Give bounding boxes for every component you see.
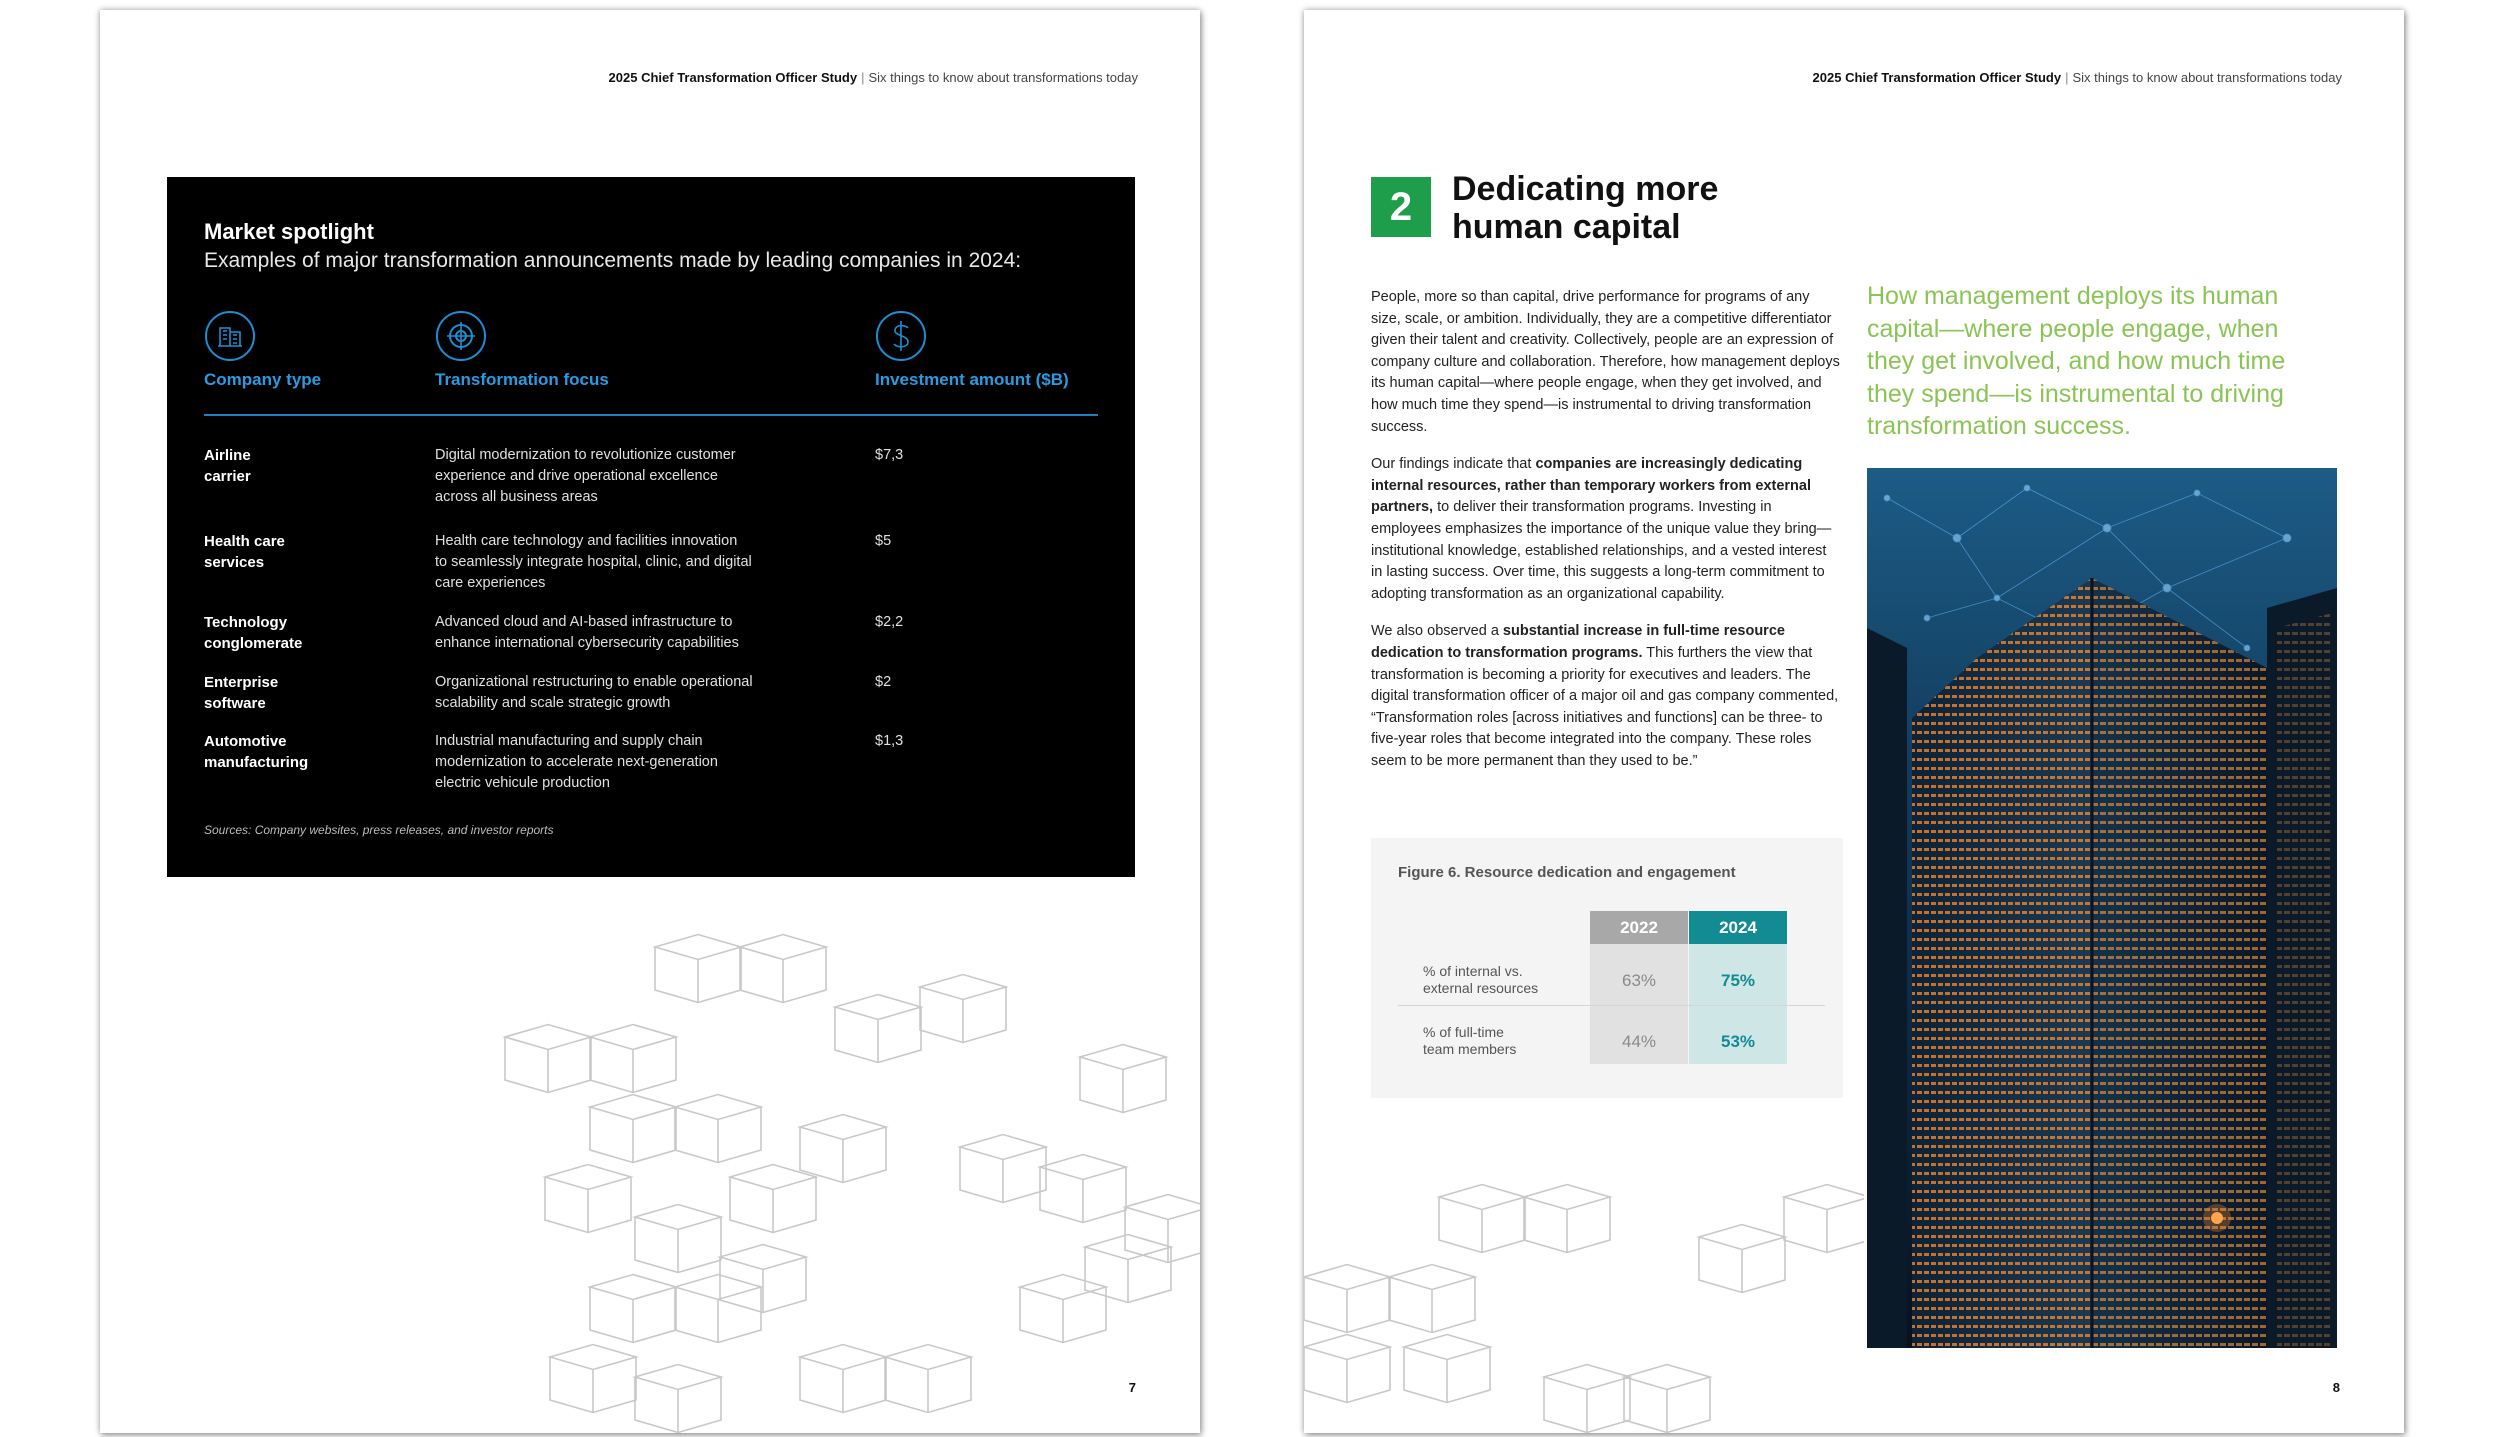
cube-outline [1439,1185,1525,1253]
investment-amount: $5 [875,533,892,549]
figure-6 [1371,838,1843,1098]
row-divider [1398,1005,1825,1006]
cube-outline [720,1245,806,1313]
building-icon [204,310,256,362]
cube-outline [1040,1155,1126,1223]
cube-outline [1304,1265,1390,1333]
decorative-cube-pattern [1304,1140,1864,1433]
company-type: Technology conglomerate [204,614,303,652]
column-header-investment-amount: Investment amount ($B) [875,370,1069,389]
cube-outline [800,1115,886,1183]
company-type: Enterprise software [204,674,279,712]
cube-outline [1304,1335,1390,1403]
pull-quote: How management deploys its human capital—where people engage, when they get involved, and how much time they spend—is instrumental to driving transformation success. [1867,282,2286,440]
cube-outline [885,1345,971,1413]
column-header-company-type: Company type [204,370,322,389]
column-header-2024: 2024 [1689,911,1787,944]
page-number: 7 [1128,1380,1136,1395]
page-number: 8 [2332,1380,2340,1395]
column-header-2022: 2022 [1590,911,1688,944]
investment-amount: $2 [875,674,892,690]
transformation-focus: Advanced cloud and AI-based infrastructure to enhance international cybersecurity capabilities [435,614,739,651]
transformation-focus: Health care technology and facilities innovation to seamlessly integrate hospital, clinic, and digital care experiences [435,533,752,591]
page-7 [100,10,1200,1433]
figure-title: Figure 6. Resource dedication and engagement [1398,864,1736,881]
running-head-separator: | [861,70,865,85]
cube-outline [635,1365,721,1433]
study-title: 2025 Chief Transformation Officer Study [1812,70,2062,85]
investment-amount: $2,2 [875,614,904,630]
investment-amount: $1,3 [875,733,904,749]
value-2024: 53% [1720,1032,1756,1051]
paragraph: People, more so than capital, drive performance for programs of any size, scale, or ambition. Individually, they are a competitive differentiator given their talent and creativity. Collectively, people are an expression of company culture and collaboration. Therefore, how management deploys its human capital—where people engage, when they get involved, and how much time they spend—is instrumental to driving transformation success. [1371,289,1840,435]
spotlight-subtitle: Examples of major transformation announcements made by leading companies in 2024: [204,249,1022,272]
cube-outline [740,935,826,1003]
cube-outline [1699,1225,1785,1293]
value-2022: 63% [1621,971,1657,990]
paragraph: We also observed a substantial increase in full-time resource dedication to transformation programs. This furthers the view that transformation is becoming a priority for executives and leaders. The digital transformation officer of a major oil and gas company commented, “Transformation roles [across initiatives and functions] can be three- to five-year roles that become integrated into the company. These roles seem to be more permanent than they used to be.” [1371,623,1839,769]
dollar-icon [875,310,927,362]
transformation-focus: Industrial manufacturing and supply chain modernization to accelerate next-generation electric vehicule production [435,733,718,791]
cube-outline [960,1135,1046,1203]
cube-outline [835,995,921,1063]
cube-outline [1080,1045,1166,1113]
header-divider [204,414,1098,416]
spotlight-title: Market spotlight [204,219,374,244]
row-label: % of internal vs. external resources [1423,963,1539,996]
cube-outline [1784,1185,1864,1253]
company-type: Automotive manufacturing [204,733,309,771]
cube-outline [1125,1195,1200,1263]
section-number-badge: 2 [1371,177,1431,237]
paragraph: Our findings indicate that companies are increasingly dedicating internal resources, rather than temporary workers from external partners, to deliver their transformation programs. Investing in employees emphasizes the importance of the unique value they bring—institutional knowledge, established relationships, and a vested interest in lasting success. Over time, this suggests a long-term commitment to adopting transformation as an organizational capability. [1371,456,1832,602]
study-title: 2025 Chief Transformation Officer Study [608,70,858,85]
transformation-focus: Organizational restructuring to enable operational scalability and scale strategic growth [435,674,753,711]
cube-outline [920,975,1006,1043]
section-title: Dedicating more human capital [1452,170,1719,246]
cube-outline [590,1275,676,1343]
cube-outline [590,1095,676,1163]
cube-outline [635,1205,721,1273]
running-head-subtitle: Six things to know about transformations today [2072,70,2342,85]
column-header-transformation-focus: Transformation focus [435,370,609,389]
cube-outline [1624,1365,1710,1433]
decorative-cube-pattern [100,890,1200,1433]
page-8 [1304,10,2404,1433]
value-2022: 44% [1621,1032,1657,1051]
investment-amount: $7,3 [875,447,904,463]
transformation-focus: Digital modernization to revolutionize customer experience and drive operational excellence across all business areas [435,447,736,505]
cube-outline [1389,1265,1475,1333]
cube-outline [655,935,741,1003]
cube-outline [730,1165,816,1233]
cube-outline [505,1025,591,1093]
market-spotlight-box [167,177,1135,877]
skyscraper-photo [1867,468,2337,1348]
cube-outline [1020,1275,1106,1343]
target-icon [435,310,487,362]
cube-outline [675,1275,761,1343]
company-type: Health care services [204,533,285,571]
company-type: Airline carrier [204,447,251,485]
cube-outline [1544,1365,1630,1433]
cube-outline [590,1025,676,1093]
cube-outline [675,1095,761,1163]
running-head-separator: | [2065,70,2069,85]
running-head-subtitle: Six things to know about transformations today [868,70,1138,85]
cube-outline [1524,1185,1610,1253]
row-label: % of full-time team members [1423,1024,1517,1057]
running-head [1813,70,2342,85]
cube-outline [550,1345,636,1413]
cube-outline [1404,1335,1490,1403]
cube-outline [800,1345,886,1413]
body-text [1371,287,1841,788]
running-head [609,70,1138,85]
value-2024: 75% [1720,971,1756,990]
cube-outline [545,1165,631,1233]
spotlight-sources: Sources: Company websites, press releases, and investor reports [204,823,554,837]
cube-outline [1085,1235,1171,1303]
